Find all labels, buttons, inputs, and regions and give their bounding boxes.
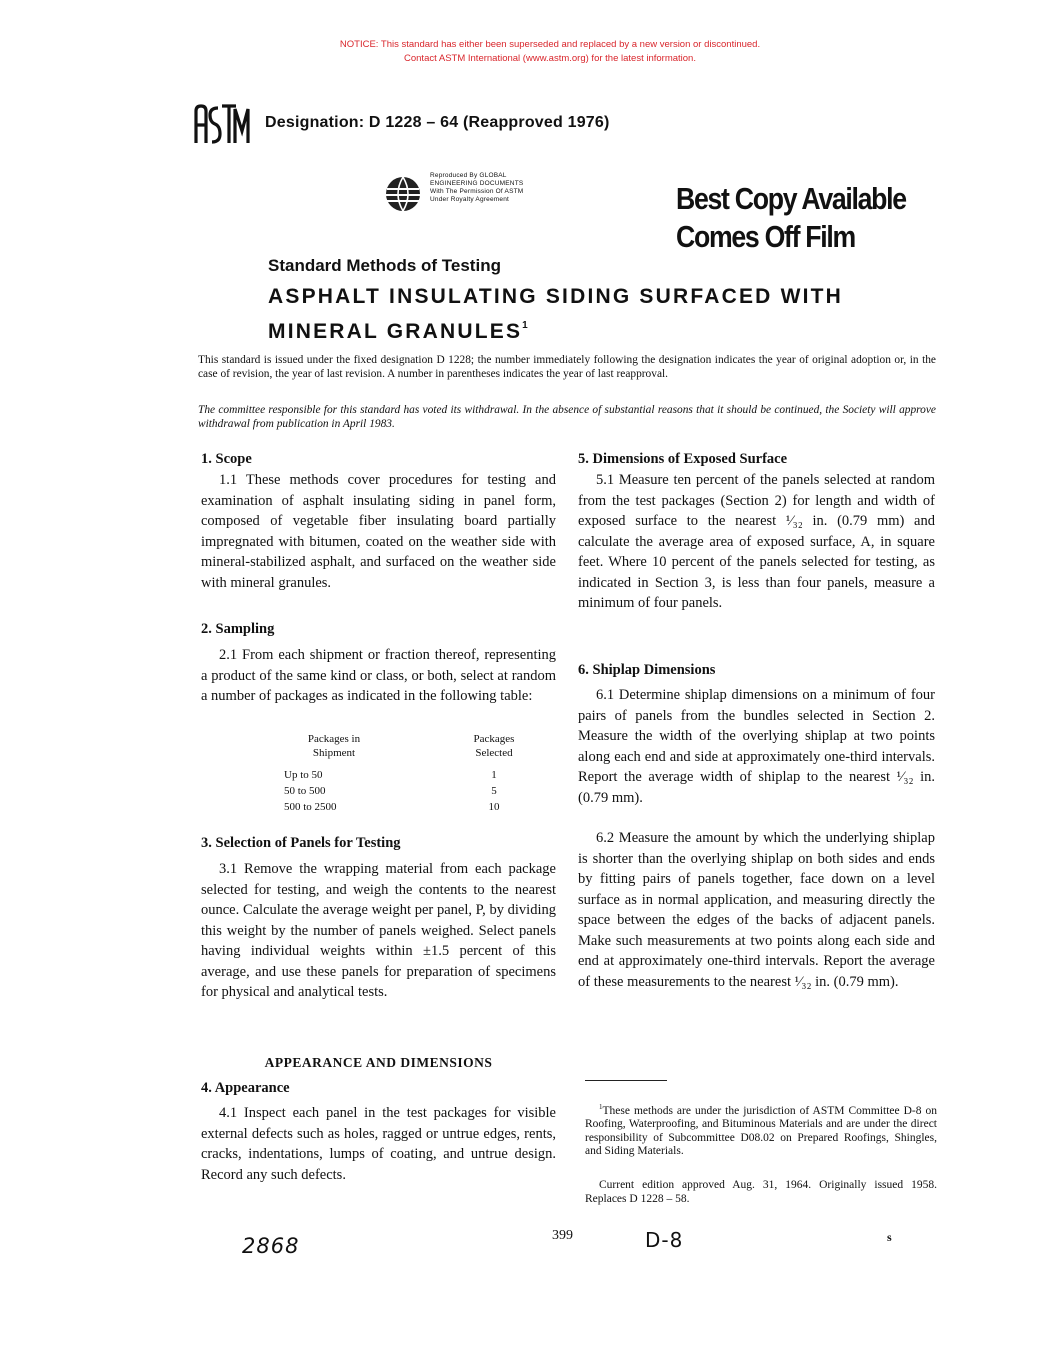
- table-header-shipment: [284, 732, 384, 760]
- handwritten-number: 2868: [242, 1234, 300, 1258]
- withdrawal-statement: The committee responsible for this standard has voted its withdrawal. In the absence of substantial reasons that it should be continued, the Society will approve withdrawal from publication in April 1983.: [198, 404, 936, 430]
- footnote-1-mark: 1: [599, 1103, 603, 1111]
- stamp-line-1: Best Copy Available: [676, 181, 906, 216]
- footnote-1: [585, 1101, 937, 1159]
- table-header-selected-2: Selected: [475, 747, 513, 759]
- table-header-shipment-1: Packages in: [307, 733, 361, 745]
- shiplap-paragraph-1: 6.1 Determine shiplap dimensions on a minimum of four pairs of panels from the bundles selected in Section 2. Measure the width of the overlying shiplap at two points along each end and side at approximately one-third intervals. Report the average width of shiplap to the nearest ¹⁄₃₂ in. (0.79 mm).: [578, 687, 935, 806]
- subtitle: Standard Methods of Testing: [268, 256, 501, 275]
- reproduced-by-text: [430, 172, 523, 204]
- table-cell-selected: 5: [491, 785, 497, 797]
- reproduced-line-2: ENGINEERING DOCUMENTS: [430, 180, 524, 187]
- page-number: 399: [552, 1228, 573, 1243]
- group-heading: APPEARANCE AND DIMENSIONS: [264, 1055, 493, 1070]
- selection-paragraph: 3.1 Remove the wrapping material from each package selected for testing, and weigh the contents to the nearest ounce. Calculate the average weight per panel, P, by dividing this weight by the number of panels weighed. Select panels having individual weights within ±1.5 percent of this average, and use these panels for preparation of specimens for physical and analytical tests.: [201, 861, 556, 1000]
- appearance-heading: 4. Appearance: [201, 1080, 290, 1096]
- sampling-heading: 2. Sampling: [201, 621, 275, 637]
- astm-logo: [193, 103, 251, 147]
- appearance-paragraph: 4.1 Inspect each panel in the test packages for visible external defects such as holes, ragged or untrue edges, rents, cracks, indentations, lumps of coating, and untrue design. Record any such defects.: [201, 1105, 556, 1183]
- document-title: [268, 282, 843, 346]
- table-cell-selected: 10: [488, 801, 500, 813]
- title-line-1: ASPHALT INSULATING SIDING SURFACED WITH: [268, 285, 844, 308]
- designation: Designation: D 1228 – 64 (Reapproved 1976): [265, 114, 610, 131]
- globe-logo-icon: [383, 174, 423, 214]
- reproduced-line-4: Under Royalty Agreement: [430, 196, 510, 203]
- footnote-rule: [585, 1080, 667, 1081]
- reproduced-line-1: Reproduced By GLOBAL: [430, 172, 507, 179]
- stamp-line-2: Comes Off Film: [676, 219, 855, 254]
- table-header-shipment-2: Shipment: [312, 747, 356, 759]
- best-copy-stamp: [676, 180, 906, 256]
- scope-paragraph: 1.1 These methods cover procedures for testing and examination of asphalt insulating siding in panel form, composed of vegetable fiber insulating board partially impregnated with bitumen, coated on the weather side with mineral-stabilized asphalt, and surfaced on the weather side with mineral granules.: [201, 472, 556, 591]
- table-header-selected: [464, 732, 524, 760]
- scope-heading: 1. Scope: [201, 451, 252, 467]
- table-cell-shipment: 50 to 500: [284, 785, 326, 797]
- shiplap-heading: 6. Shiplap Dimensions: [578, 662, 716, 678]
- exposed-paragraph: 5.1 Measure ten percent of the panels selected at random from the test packages (Section 2) for length and width of exposed surface to the nearest ¹⁄₃₂ in. (0.79 mm) and calculate the average area of exposed surface, A, in square feet. Where 10 percent of the panels selected for testing, as indicated in Section 3, is less than four panels, measure a minimum of four panels.: [578, 472, 935, 611]
- table-cell-shipment: 500 to 2500: [284, 801, 337, 813]
- footnote-2: Current edition approved Aug. 31, 1964. Originally issued 1958. Replaces D 1228 – 58.: [585, 1179, 937, 1205]
- title-line-2: [268, 311, 843, 346]
- margin-mark: s: [887, 1230, 892, 1244]
- selection-heading: 3. Selection of Panels for Testing: [201, 835, 401, 851]
- notice-line-1: NOTICE: This standard has either been superseded and replaced by a new version or discontinued.: [339, 39, 761, 50]
- shiplap-paragraph-2: 6.2 Measure the amount by which the underlying shiplap is shorter than the overlying shiplap on both sides and ends by fitting pairs of panels together, face down on a level surface as in normal application, and measuring directly the space between the edges of the backs of adjacent panels. Make such measurements at two points along each side and end at approximately one-third intervals. Report the average of these measurements to the nearest ¹⁄₃₂ in. (0.79 mm).: [578, 830, 935, 990]
- reproduced-line-3: With The Permission Of ASTM: [430, 188, 524, 195]
- title-footnote-mark: 1: [522, 320, 528, 331]
- notice-line-2: Contact ASTM International (www.astm.org) for the latest information.: [404, 53, 696, 64]
- footnote-1-text: These methods are under the jurisdiction of ASTM Committee D-8 on Roofing, Waterproofing, and Bituminous Materials and are under the direct responsibility of Subcommittee D08.02 on Prepared Roofings, Shingles, and Siding Materials.: [585, 1104, 937, 1158]
- title-line-2-text: MINERAL GRANULES: [268, 320, 523, 343]
- sampling-paragraph: 2.1 From each shipment or fraction thereof, representing a product of the same kind or class, or both, select at random a number of packages as indicated in the following table:: [201, 647, 556, 704]
- table-header-selected-1: Packages: [473, 733, 515, 745]
- exposed-heading: 5. Dimensions of Exposed Surface: [578, 451, 788, 467]
- table-cell-selected: 1: [491, 769, 497, 781]
- handwritten-committee: D-8: [645, 1228, 684, 1252]
- issue-statement: This standard is issued under the fixed designation D 1228; the number immediately following the designation indicates the year of original adoption or, in the case of revision, the year of last revision. A number in parentheses indicates the year of last reapproval.: [198, 354, 936, 380]
- table-cell-shipment: Up to 50: [284, 769, 323, 781]
